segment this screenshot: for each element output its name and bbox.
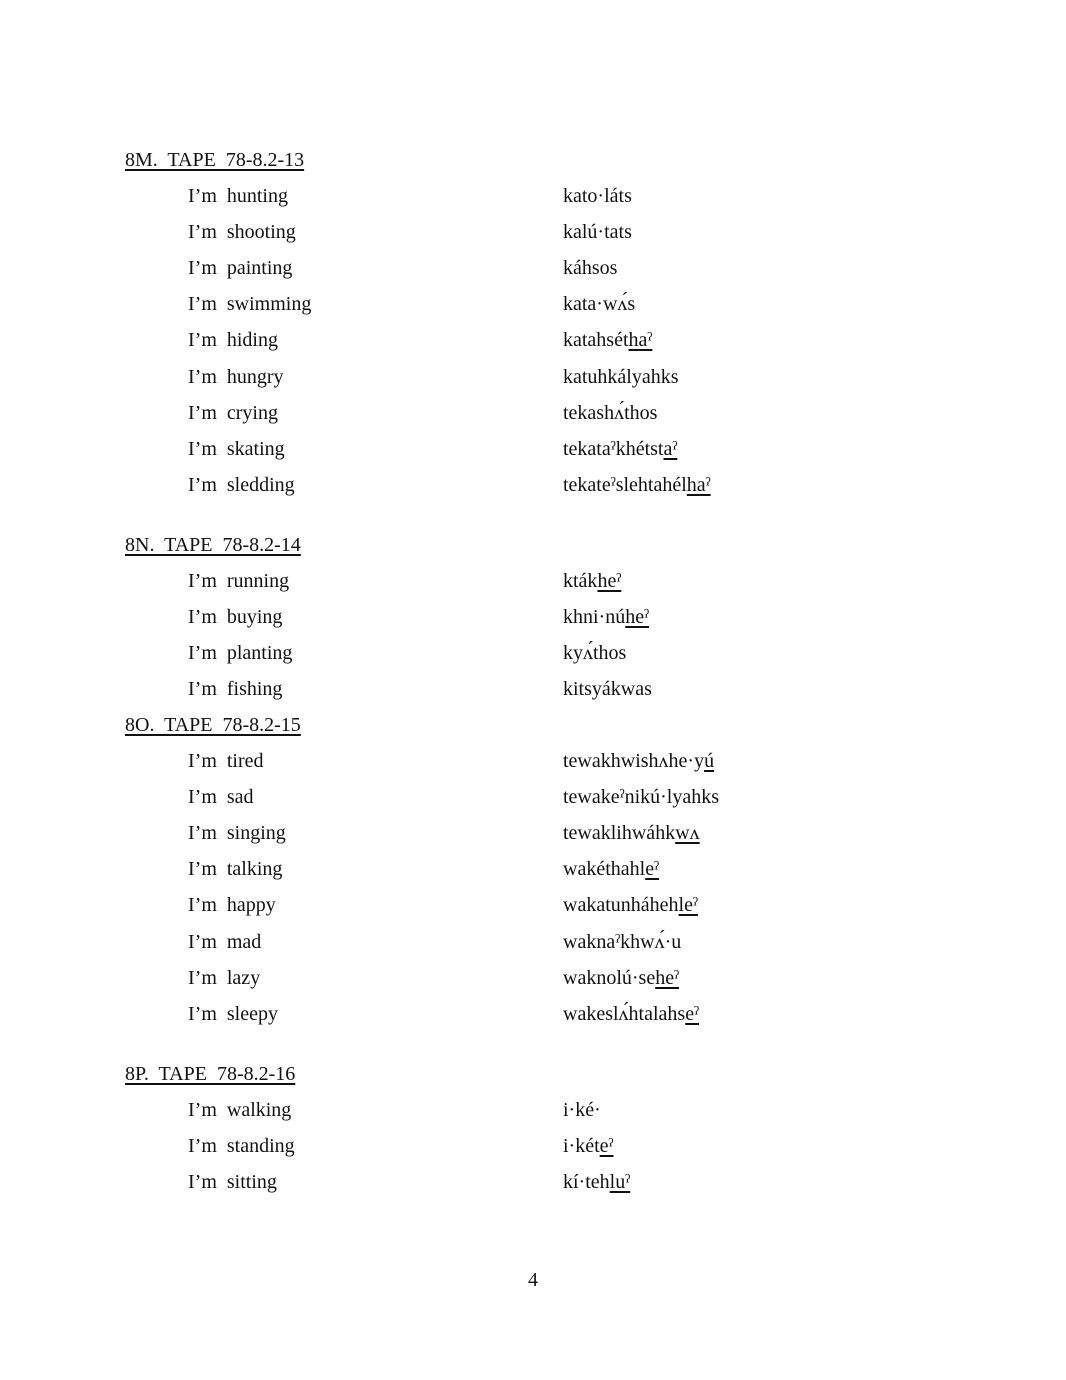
english-phrase: I’m walking — [188, 1099, 292, 1121]
vocabulary-row — [0, 1135, 1066, 1161]
oneida-segment-underlined: haˀ — [628, 329, 653, 352]
english-phrase: I’m hunting — [188, 185, 288, 207]
english-phrase: I’m sitting — [188, 1171, 277, 1194]
oneida-segment-underlined: heˀ — [597, 570, 622, 592]
oneida-segment-underlined: aˀ — [663, 437, 678, 460]
vocabulary-row — [0, 293, 1066, 319]
oneida-phrase — [563, 293, 635, 316]
oneida-segment: tewaklihwáhk — [563, 822, 676, 845]
section-title: 8P. TAPE 78-8.2-16 — [125, 1063, 296, 1085]
oneida-segment: tekateˀslehtahél — [563, 473, 687, 496]
vocabulary-row — [0, 822, 1066, 848]
vocabulary-row — [0, 257, 1066, 283]
oneida-phrase — [563, 402, 657, 425]
english-phrase: I’m sleepy — [188, 1002, 278, 1025]
vocabulary-row — [0, 894, 1066, 920]
oneida-phrase — [563, 967, 679, 990]
vocabulary-row — [0, 750, 1066, 776]
oneida-segment: waknolú·se — [563, 966, 656, 989]
vocabulary-row — [0, 402, 1066, 428]
english-phrase: I’m singing — [188, 822, 286, 845]
oneida-segment: katuhkályahks — [563, 365, 679, 388]
vocabulary-row — [0, 438, 1066, 464]
oneida-segment: wakéthahl — [563, 858, 646, 881]
vocabulary-row — [0, 185, 1066, 211]
oneida-segment: kí·teh — [563, 1171, 610, 1194]
vocabulary-row — [0, 329, 1066, 355]
english-phrase: I’m swimming — [188, 293, 312, 316]
oneida-segment: kato·láts — [563, 185, 632, 207]
vocabulary-row — [0, 474, 1066, 500]
page-number: 4 — [528, 1269, 538, 1291]
vocabulary-row — [0, 1099, 1066, 1125]
oneida-segment-underlined: eˀ — [685, 1002, 700, 1025]
english-phrase: I’m fishing — [188, 678, 283, 701]
oneida-segment-underlined: luˀ — [609, 1171, 631, 1194]
oneida-phrase — [563, 221, 632, 244]
oneida-segment: tewakeˀnikú·lyahks — [563, 786, 720, 809]
oneida-phrase — [563, 678, 652, 701]
oneida-phrase — [563, 786, 719, 809]
english-phrase: I’m hungry — [188, 365, 284, 388]
oneida-segment: tekashʌ́thos — [563, 401, 658, 424]
oneida-segment-underlined: wʌ — [675, 822, 700, 845]
english-phrase: I’m skating — [188, 437, 285, 460]
vocabulary-row — [0, 858, 1066, 884]
oneida-phrase — [563, 438, 677, 461]
english-phrase: I’m shooting — [188, 221, 296, 244]
oneida-phrase — [563, 257, 617, 280]
oneida-segment-underlined: heˀ — [655, 966, 680, 989]
oneida-phrase — [563, 858, 659, 881]
oneida-segment: kyʌ́thos — [563, 642, 627, 665]
oneida-segment: katahsét — [563, 329, 629, 352]
oneida-phrase — [563, 570, 621, 593]
english-phrase: I’m lazy — [188, 966, 261, 989]
oneida-phrase — [563, 1099, 601, 1122]
vocabulary-row — [0, 570, 1066, 596]
english-phrase: I’m sad — [188, 786, 254, 809]
oneida-phrase — [563, 606, 649, 629]
oneida-segment-underlined: eˀ — [645, 858, 660, 881]
oneida-phrase — [563, 474, 711, 497]
english-phrase: I’m sledding — [188, 473, 295, 496]
vocabulary-row — [0, 1003, 1066, 1029]
oneida-segment-underlined: ú — [704, 750, 715, 772]
vocabulary-row — [0, 606, 1066, 632]
vocabulary-row — [0, 366, 1066, 392]
oneida-phrase — [563, 1171, 630, 1194]
oneida-segment: i·két — [563, 1135, 600, 1158]
oneida-segment: wakeslʌ́htalahs — [563, 1002, 686, 1025]
vocabulary-row — [0, 221, 1066, 247]
english-phrase: I’m tired — [188, 750, 264, 772]
oneida-segment: i·ké· — [563, 1099, 601, 1121]
english-phrase: I’m running — [188, 570, 290, 592]
vocabulary-row — [0, 967, 1066, 993]
oneida-segment: kata·wʌ́s — [563, 293, 636, 316]
section-title: 8M. TAPE 78-8.2-13 — [125, 149, 305, 171]
oneida-segment: kalú·tats — [563, 221, 632, 244]
oneida-segment-underlined: leˀ — [678, 894, 698, 917]
english-phrase: I’m happy — [188, 894, 276, 917]
english-phrase: I’m hiding — [188, 329, 278, 352]
oneida-phrase — [563, 750, 714, 773]
oneida-segment: khni·nú — [563, 606, 626, 629]
oneida-phrase — [563, 1003, 699, 1026]
oneida-segment: tekataˀkhétst — [563, 437, 664, 460]
oneida-phrase — [563, 1135, 614, 1158]
english-phrase: I’m mad — [188, 930, 262, 953]
english-phrase: I’m planting — [188, 642, 293, 665]
oneida-phrase — [563, 185, 632, 208]
oneida-segment: wakatunháheh — [563, 894, 679, 917]
english-phrase: I’m painting — [188, 257, 293, 280]
english-phrase: I’m crying — [188, 401, 278, 424]
oneida-segment: káhsos — [563, 257, 618, 280]
oneida-phrase — [563, 329, 652, 352]
oneida-phrase — [563, 366, 679, 389]
english-phrase: I’m buying — [188, 606, 283, 629]
vocabulary-row — [0, 1171, 1066, 1197]
oneida-segment-underlined: heˀ — [625, 606, 650, 629]
oneida-phrase — [563, 822, 700, 845]
oneida-phrase — [563, 931, 681, 954]
english-phrase: I’m talking — [188, 858, 283, 881]
vocabulary-row — [0, 931, 1066, 957]
vocabulary-row — [0, 678, 1066, 704]
oneida-phrase — [563, 894, 698, 917]
oneida-segment-underlined: haˀ — [686, 473, 711, 496]
section-title: 8N. TAPE 78-8.2-14 — [125, 534, 301, 556]
vocabulary-row — [0, 786, 1066, 812]
oneida-segment: tewakhwishʌhe·y — [563, 750, 705, 772]
oneida-phrase — [563, 642, 626, 665]
section-title: 8O. TAPE 78-8.2-15 — [125, 714, 301, 736]
oneida-segment: waknaˀkhwʌ́·u — [563, 930, 682, 953]
oneida-segment: kitsyákwas — [563, 678, 652, 701]
oneida-segment-underlined: eˀ — [599, 1135, 614, 1158]
oneida-segment: kták — [563, 570, 598, 592]
english-phrase: I’m standing — [188, 1135, 295, 1158]
vocabulary-row — [0, 642, 1066, 668]
